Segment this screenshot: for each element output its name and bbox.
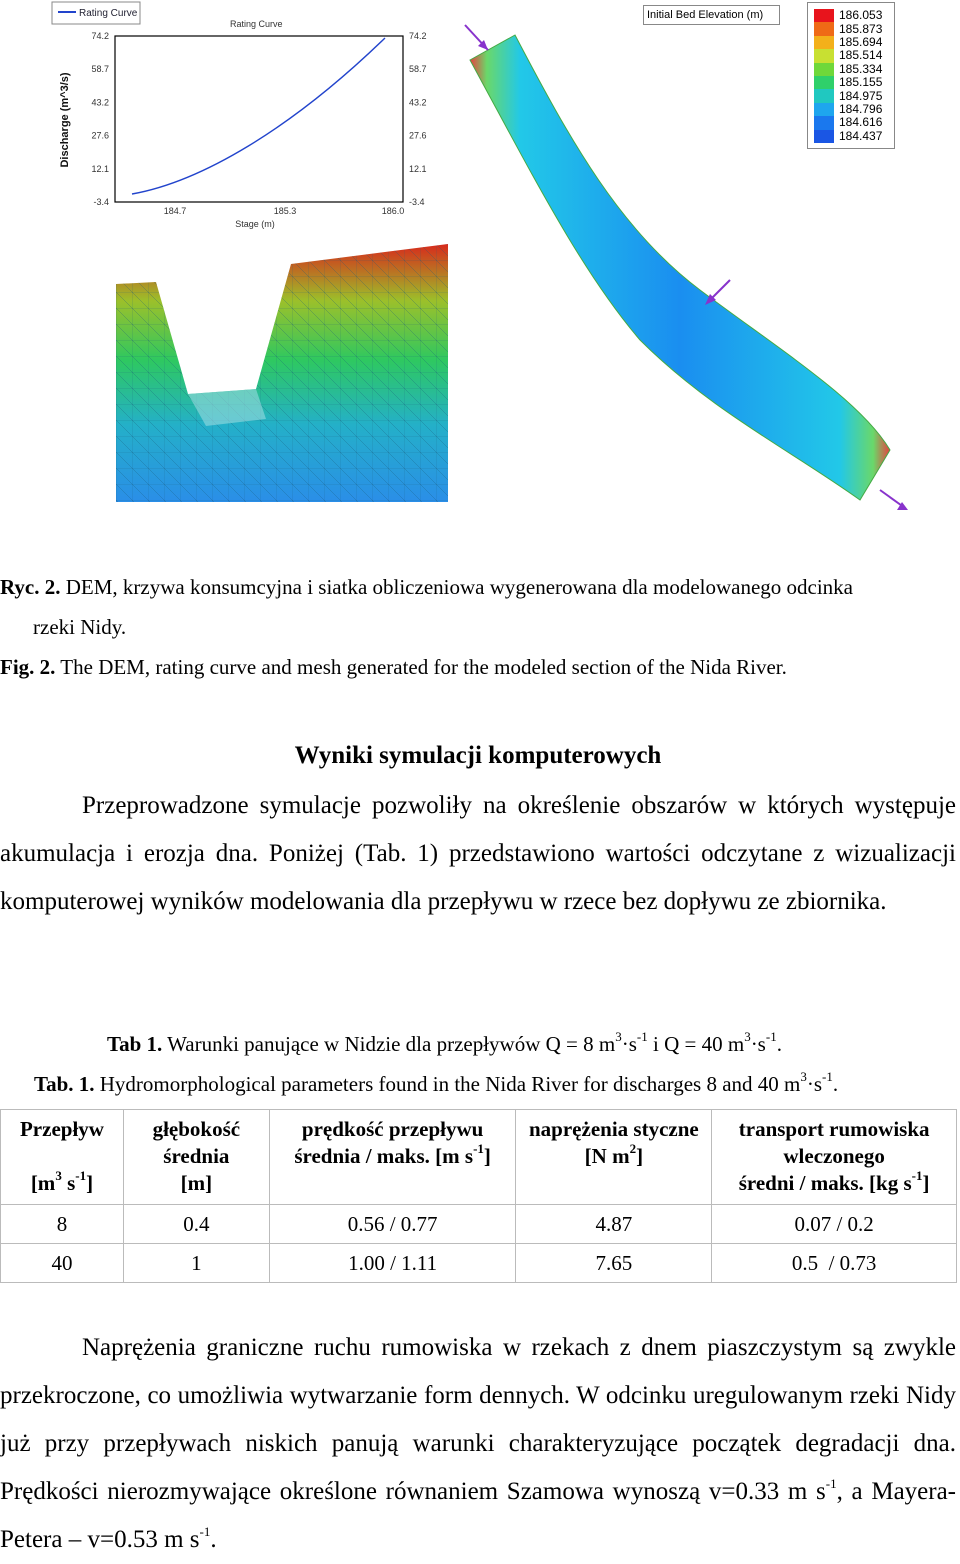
river-channel [470, 35, 890, 500]
figure-caption-pl-label: Ryc. 2. [0, 575, 61, 599]
figure-caption-en-text: The DEM, rating curve and mesh generated for the modeled section of the Nida River. [55, 655, 787, 679]
table-cell: 0.4 [123, 1205, 269, 1244]
table-header-row [1, 1110, 957, 1205]
table-caption-pl: Tab 1. Warunki panujące w Nidzie dla przepływów Q = 8 $m^3\cdot s^{-1}$ i Q = 40 $m^3\cdot s^{-1}$. [107, 1029, 782, 1056]
y-tick-label: 58.7 [91, 64, 109, 75]
header-depth: głębokość średnia [m] [123, 1110, 269, 1205]
table-cell: 1.00 / 1.11 [269, 1244, 516, 1283]
figure-2 [0, 0, 960, 520]
legend-value: 185.334 [839, 61, 883, 76]
header-discharge: Przepływ [$m^3$ $s^{-1}$] [1, 1110, 124, 1205]
legend-value: 184.796 [839, 101, 883, 116]
y-tick-label: -3.4 [93, 197, 109, 207]
figure-caption-pl [0, 567, 960, 607]
dem-mesh-overlay [116, 244, 448, 502]
y-tick-label: 58.7 [409, 64, 427, 75]
table-cell: 0.5 / 0.73 [712, 1244, 957, 1283]
y-tick-label: 74.2 [409, 31, 427, 41]
rating-curve-legend: Rating Curve [79, 8, 138, 19]
paragraph-2: Naprężenia graniczne ruchu rumowiska w rzekach z dnem piaszczystym są zwykle przekroczone, co umożliwia wytwarzanie form dennych. W odcinku uregulowanym rzeki Nidy już przy przepływach niskich panują warunki charakteryzujące początek degradacji dna. Prędkości nierozmywające określone równaniem Szamowa wynoszą v=0.33 m $s^{-1}$, a Mayera-Petera – v=0.53 m $s^{-1}$. [0, 1334, 957, 1553]
header-velocity: prędkość przepływu średnia / maks. [m $s^{-1}$] [269, 1110, 516, 1205]
legend-value: 184.616 [839, 115, 883, 130]
river-mesh-plan [460, 20, 920, 520]
y-tick-label: 27.6 [91, 130, 109, 141]
header-shear-stress-unit: [N $m^2$] [584, 1141, 644, 1168]
paragraph-1: Przeprowadzone symulacje pozwoliły na określenie obszarów w których występuje akumulacja i erozja dna. Poniżej (Tab. 1) przedstawiono wartości odczytane z wizualizacji komputerowej wyników modelowania dla przepływu w rzece bez dopływu ze zbiornika. [0, 792, 956, 915]
header-bedload-unit: średni / maks. [kg $s^{-1}$] [738, 1168, 930, 1195]
figure-caption-en-label: Fig. 2. [0, 655, 56, 679]
table-cell: 8 [1, 1205, 124, 1244]
rating-curve-ylabel: Discharge (m^3/s) [59, 72, 71, 168]
figure-caption-pl-text: DEM, krzywa konsumcyjna i siatka obliczeniowa wygenerowana dla modelowanego odcinka [60, 575, 854, 599]
x-tick-label: 185.3 [273, 206, 297, 216]
table-cell: 0.56 / 0.77 [269, 1205, 516, 1244]
y-tick-label: 12.1 [409, 163, 427, 174]
legend-value: 186.053 [839, 8, 883, 23]
table-cell: 1 [123, 1244, 269, 1283]
table-cell: 0.07 / 0.2 [712, 1205, 957, 1244]
rating-curve-line [132, 38, 385, 194]
table-caption-en: Tab. 1. Hydromorphological parameters found in the Nida River for discharges 8 and 40 $m^3\cdot s^{-1}$. [34, 1069, 839, 1096]
figure-caption-en [0, 647, 960, 687]
legend-value: 184.975 [839, 88, 883, 103]
rating-curve-title: Rating Curve [230, 19, 283, 29]
bed-elevation-legend-title: Initial Bed Elevation (m) [643, 5, 780, 25]
header-discharge-unit: [$m^3$ $s^{-1}$] [30, 1168, 94, 1195]
x-tick-label: 184.7 [163, 206, 187, 216]
header-velocity-unit: średnia / maks. [m $s^{-1}$] [294, 1141, 491, 1168]
y-tick-label: 74.2 [91, 31, 109, 41]
legend-value: 185.873 [839, 21, 883, 36]
results-table [0, 1109, 957, 1283]
y-tick-label: 12.1 [91, 163, 109, 174]
x-tick-labels [164, 206, 405, 216]
legend-value: 185.694 [839, 34, 883, 49]
y-tick-label: 43.2 [409, 97, 427, 108]
table-cell: 40 [1, 1244, 124, 1283]
header-bedload: transport rumowiska wleczonego średni / maks. [kg $s^{-1}$] [712, 1110, 957, 1205]
dem-3d-view [116, 244, 448, 502]
section-heading: Wyniki symulacji komputerowych [294, 742, 662, 769]
y-tick-label: 27.6 [409, 130, 427, 141]
table-cell: 7.65 [516, 1244, 712, 1283]
legend-value: 185.155 [839, 75, 883, 90]
legend-value: 184.437 [839, 128, 883, 143]
y-tick-label: -3.4 [409, 197, 425, 207]
table-row [1, 1205, 957, 1244]
table-row [1, 1244, 957, 1283]
y-tick-labels-right [409, 31, 427, 207]
rating-curve-chart [50, 0, 430, 240]
figure-caption-pl-cont: rzeki Nidy. [33, 615, 127, 639]
rating-curve-xlabel: Stage (m) [235, 219, 275, 229]
y-tick-label: 43.2 [91, 97, 109, 108]
table-cell: 4.87 [516, 1205, 712, 1244]
header-shear-stress: naprężenia styczne [N $m^2$] [516, 1110, 712, 1205]
legend-value: 185.514 [839, 48, 883, 63]
x-tick-label: 186.0 [381, 206, 405, 216]
y-tick-labels-left [91, 31, 109, 207]
